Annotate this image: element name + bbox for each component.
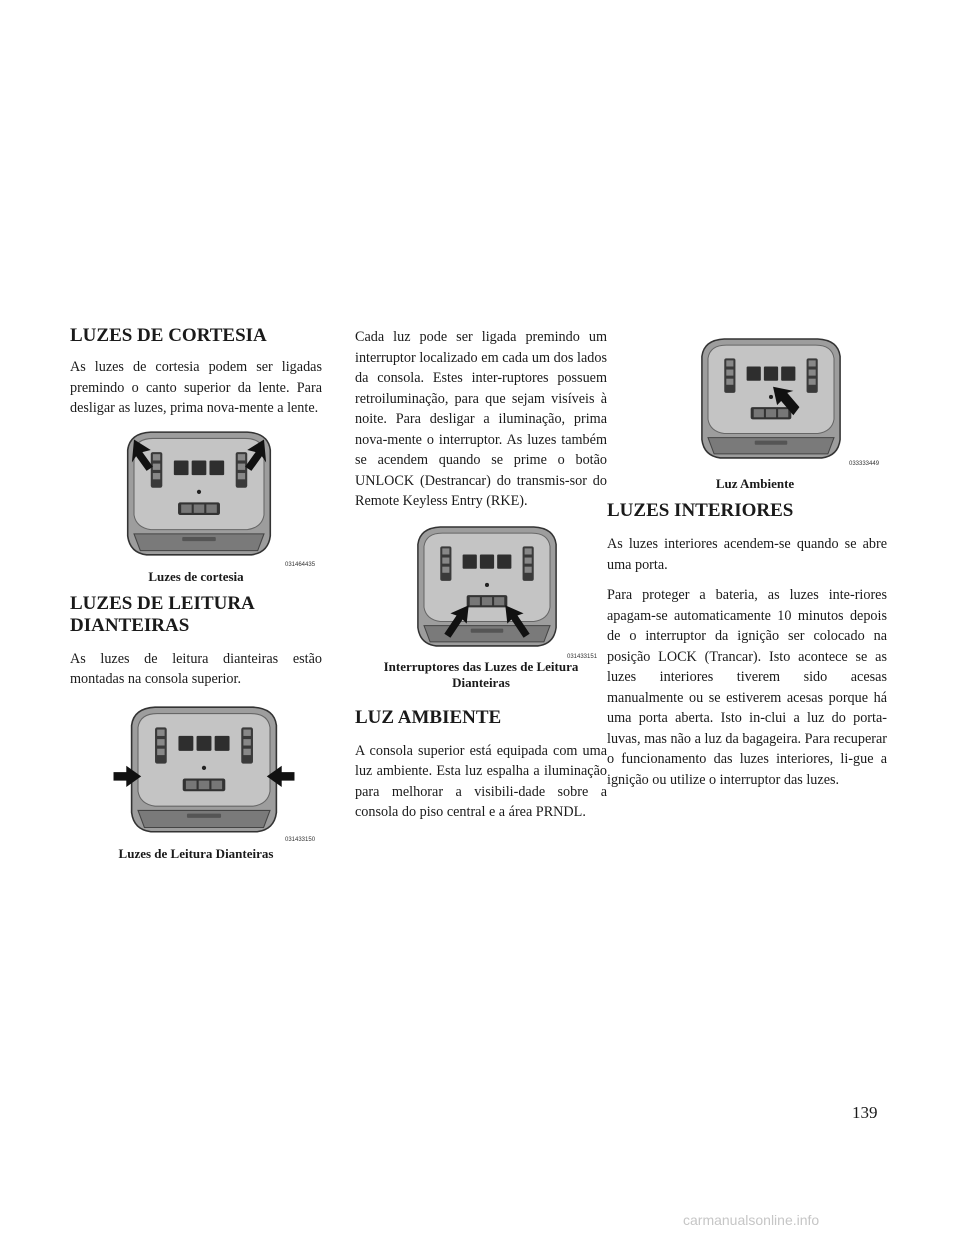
column-middle (355, 325, 607, 833)
figure-code: 031433151 (567, 653, 598, 660)
heading-luzes-de-leitura-dianteiras: LUZES DE LEITURA DIANTEIRAS (70, 592, 254, 636)
column-left (70, 325, 322, 862)
page-number: 139 (852, 1103, 878, 1122)
figure-interruptores-luzes-leitura (355, 524, 607, 659)
heading-luz-ambiente: LUZ AMBIENTE (355, 706, 502, 728)
console-illustration (114, 429, 284, 559)
console-illustration (683, 336, 859, 462)
console-illustration (399, 524, 575, 650)
figure-code: 033333449 (849, 461, 880, 467)
figure-code: 031433150 (285, 836, 316, 843)
caption-interruptores-luzes-leitura (355, 659, 607, 691)
figure-luzes-de-cortesia (70, 429, 322, 569)
paragraph-cortesia: As luzes de cortesia podem ser ligadas premindo o canto superior da lente. Para desligar as luzes, prima nova-mente a lente. (70, 359, 322, 416)
console-illustration (104, 704, 304, 836)
watermark: carmanualsonline.info (683, 1212, 820, 1228)
caption-luzes-de-cortesia: Luzes de cortesia (148, 568, 244, 584)
paragraph-interiores-2: Para proteger a bateria, as luzes inte-riores apagam-se automaticamente 10 minutos depois de o interruptor da ignição ser colocado na posição LOCK (Trancar). Isto acontece se as luzes interiores tiverem sido acesas manualmente ou se estiverem acesas porque há uma porta aberta. Isto in-clui a luz do porta-luvas, mas não a luz da bagageira. Para recuperar o funcionamento das luzes interiores, li-gue a ignição ou utilize o interruptor das luzes. (607, 587, 887, 788)
heading-luzes-interiores: LUZES INTERIORES (607, 500, 794, 521)
caption-line: Interruptores das Luzes de Leitura (383, 658, 579, 674)
figure-luzes-de-leitura-dianteiras (70, 704, 322, 844)
paragraph-interiores-1: As luzes interiores acendem-se quando se abre uma porta. (607, 536, 887, 573)
paragraph-luz-ambiente: A consola superior está equipada com uma luz ambiente. Esta luz espalha a iluminação para melhorar a visibili-dade sobre a consola do piso central e a área PRNDL. (355, 742, 607, 820)
figure-code: 031464435 (285, 561, 316, 568)
caption-luzes-de-leitura-dianteiras: Luzes de Leitura Dianteiras (118, 845, 274, 861)
heading-luzes-de-cortesia: LUZES DE CORTESIA (70, 325, 267, 346)
paragraph-interruptores: Cada luz pode ser ligada premindo um interruptor localizado em cada um dos lados da consola. Estes inter-ruptores possuem retroiluminação, para que sejam visíveis à noite. Para desligar a iluminação, prima nova-mente o interruptor. As luzes também se acendem quando se prime o botão UNLOCK (Destrancar) do transmis-sor do Remote Keyless Entry (RKE). (355, 329, 607, 509)
paragraph-leitura: As luzes de leitura dianteiras estão montadas na consola superior. (70, 650, 322, 687)
caption-line: Dianteiras (452, 674, 510, 690)
figure-luz-ambiente (607, 336, 887, 466)
column-right (607, 336, 887, 800)
caption-luz-ambiente: Luz Ambiente (715, 476, 795, 491)
